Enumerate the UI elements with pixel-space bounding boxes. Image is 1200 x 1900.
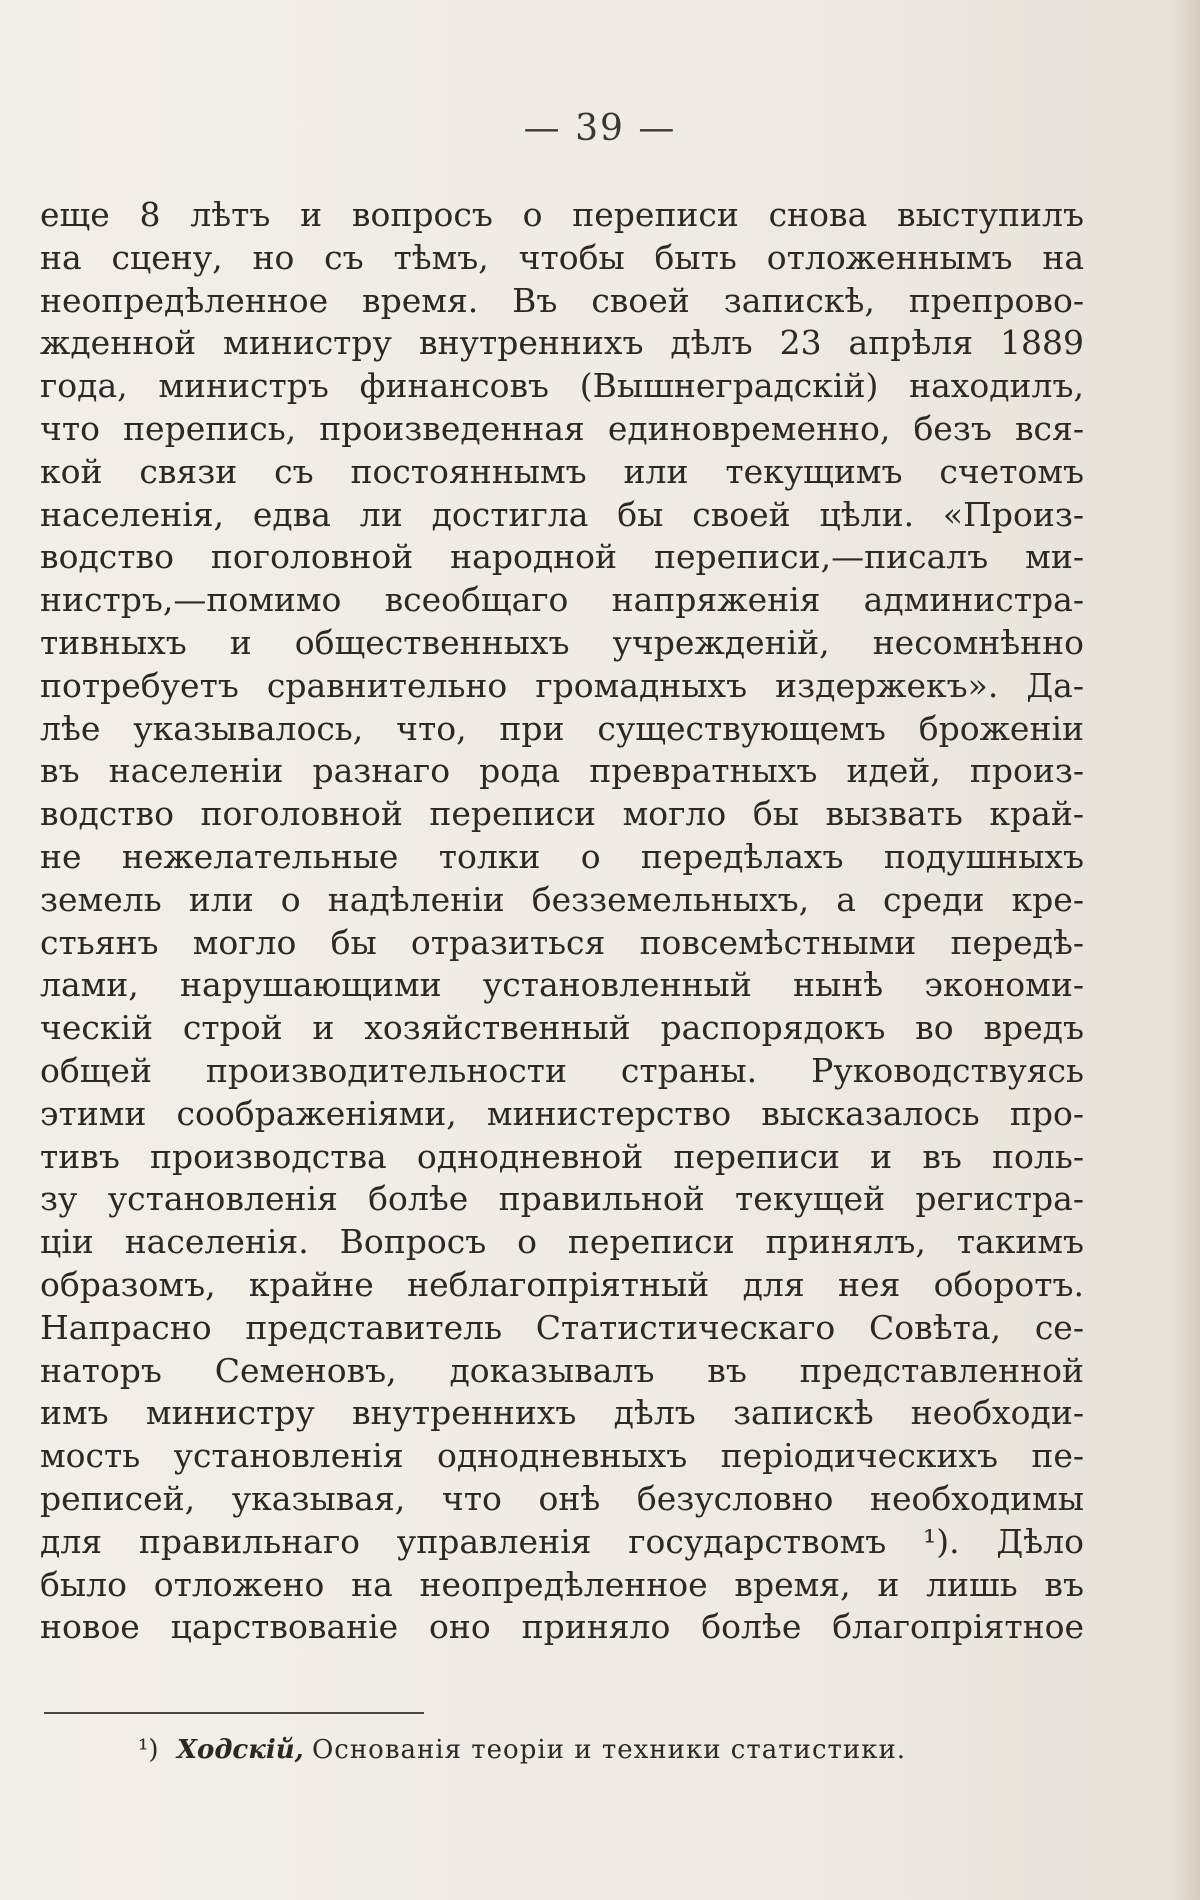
footnote-marker: ¹) bbox=[138, 1735, 159, 1765]
text-line: тивъ производства однодневной переписи и въ поль- bbox=[40, 1136, 1084, 1176]
page-number: — 39 — bbox=[523, 108, 677, 149]
footnote-title: Основанія теоріи и техники статистики. bbox=[311, 1735, 907, 1765]
text-line: на сцену, но съ тѣмъ, чтобы быть отложеннымъ на bbox=[40, 237, 1084, 277]
text-line: Напрасно представитель Статистическаго Совѣта, се- bbox=[40, 1307, 1084, 1347]
text-line: лѣе указывалось, что, при существующемъ броженіи bbox=[40, 708, 1084, 748]
text-line: образомъ, крайне неблагопріятный для нея оборотъ. bbox=[40, 1264, 1084, 1304]
footnote bbox=[138, 1732, 1038, 1768]
text-line: населенія, едва ли достигла бы своей цѣли. «Произ- bbox=[40, 494, 1084, 534]
text-line: неопредѣленное время. Въ своей запискѣ, препрово- bbox=[40, 280, 1084, 320]
text-line: имъ министру внутреннихъ дѣлъ запискѣ необходи- bbox=[40, 1393, 1084, 1433]
text-line: года, министръ финансовъ (Вышнеградскій) находилъ, bbox=[40, 366, 1084, 406]
footnote-divider bbox=[44, 1712, 424, 1714]
text-line: земель или о надѣленіи безземельныхъ, а среди кре- bbox=[40, 879, 1084, 919]
text-line: тивныхъ и общественныхъ учрежденій, несомнѣнно bbox=[40, 622, 1084, 662]
text-line: потребуетъ сравнительно громадныхъ издержекъ». Да- bbox=[40, 665, 1084, 705]
text-line: реписей, указывая, что онѣ безусловно необходимы bbox=[40, 1478, 1084, 1518]
text-line: водство поголовной народной переписи,—писалъ ми- bbox=[40, 537, 1084, 577]
text-line: водство поголовной переписи могло бы вызвать край- bbox=[40, 794, 1084, 834]
text-line: для правильнаго управленія государствомъ ¹). Дѣло bbox=[40, 1521, 1084, 1561]
text-line: нистръ,—помимо всеобщаго напряженія администра- bbox=[40, 580, 1084, 620]
text-line: общей производительности страны. Руководствуясь bbox=[40, 1050, 1084, 1090]
text-line: ціи населенія. Вопросъ о переписи принялъ, такимъ bbox=[40, 1222, 1084, 1262]
text-line: не нежелательные толки о передѣлахъ подушныхъ bbox=[40, 836, 1084, 876]
text-line: еще 8 лѣтъ и вопросъ о переписи снова выступилъ bbox=[40, 195, 1084, 234]
text-line: ческій строй и хозяйственный распорядокъ во вредъ bbox=[40, 1008, 1084, 1048]
text-line: что перепись, произведенная единовременно, безъ вся- bbox=[40, 408, 1084, 448]
text-line: зу установленія болѣе правильной текущей регистра- bbox=[40, 1179, 1084, 1219]
text-line: кой связи съ постояннымъ или текущимъ счетомъ bbox=[40, 451, 1084, 491]
text-line: въ населеніи разнаго рода превратныхъ идей, произ- bbox=[40, 751, 1084, 791]
text-line: лами, нарушающими установленный нынѣ экономи- bbox=[40, 965, 1084, 1005]
text-line: новое царствованіе оно приняло болѣе благопріятное bbox=[40, 1607, 1084, 1647]
text-line: жденной министру внутреннихъ дѣлъ 23 апрѣля 1889 bbox=[40, 323, 1084, 363]
text-line: стьянъ могло бы отразиться повсемѣстными передѣ- bbox=[40, 922, 1084, 962]
text-line: этими соображеніями, министерство высказалось про- bbox=[40, 1093, 1084, 1133]
body-text bbox=[40, 194, 1084, 1649]
text-line: было отложено на неопредѣленное время, и лишь въ bbox=[40, 1564, 1084, 1604]
text-line: мость установленія однодневныхъ періодическихъ пе- bbox=[40, 1436, 1084, 1476]
footnote-author: Ходскій, bbox=[176, 1735, 304, 1765]
text-line: наторъ Семеновъ, доказывалъ въ представленной bbox=[40, 1350, 1084, 1390]
